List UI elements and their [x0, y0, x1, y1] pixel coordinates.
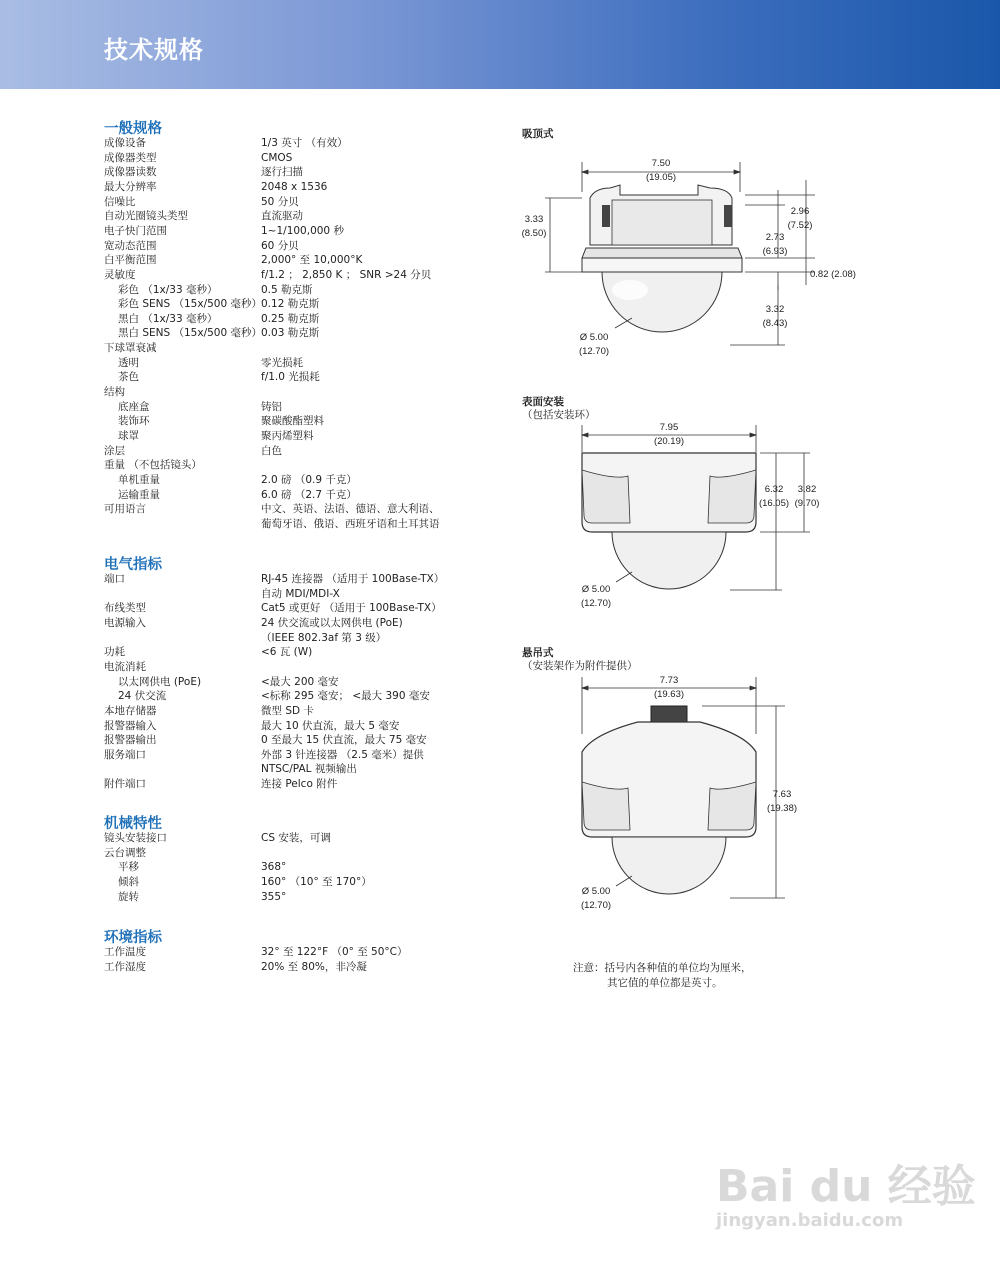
spec-label: 最大分辨率 — [104, 180, 157, 193]
spec-value: 160° （10° 至 170°） — [261, 875, 372, 888]
surface-width-cm-label: (20.19) — [653, 436, 685, 447]
spec-value: 0.5 勒克斯 — [261, 283, 313, 296]
ceiling-dia-cm-label: (12.70) — [578, 346, 610, 357]
spec-label: 服务端口 — [104, 748, 146, 761]
spec-row — [104, 209, 504, 224]
spec-row — [104, 473, 504, 488]
ceiling-hc-label: 0.82 (2.08) — [810, 269, 856, 280]
spec-row — [104, 356, 504, 371]
spec-value: <6 瓦 (W) — [261, 646, 313, 659]
ceiling-hb-cm-label: (6.93) — [762, 246, 788, 257]
spec-row — [104, 945, 504, 960]
spec-value: 聚丙烯塑料 — [261, 430, 314, 442]
spec-label: 成像器类型 — [104, 151, 157, 164]
pendant-dia-cm-label: (12.70) — [580, 900, 612, 911]
spec-label: 下球罩衰减 — [104, 342, 157, 355]
spec-label: 附件端口 — [104, 778, 146, 791]
section-title: 电气指标 — [104, 557, 162, 573]
spec-value: 50 分贝 — [261, 195, 299, 208]
pendant-htotal-label: 7.63 — [772, 789, 792, 800]
spec-label: 涂层 — [104, 444, 125, 457]
spec-row — [104, 689, 504, 704]
spec-value: 355° — [261, 890, 287, 903]
pendant-htotal-cm-label: (19.38) — [766, 803, 798, 814]
spec-label: 倾斜 — [118, 875, 139, 888]
spec-label: 透明 — [118, 356, 139, 369]
spec-row — [104, 719, 504, 734]
spec-label: 可用语言 — [104, 503, 146, 516]
spec-value: <标称 295 毫安； <最大 390 毫安 — [261, 690, 430, 703]
spec-label: 本地存储器 — [104, 704, 157, 717]
spec-row — [104, 136, 504, 151]
section-title: 环境指标 — [104, 930, 162, 946]
spec-value: CS 安装，可调 — [261, 832, 331, 844]
spec-value: <最大 200 毫安 — [261, 675, 339, 688]
spec-row — [104, 846, 504, 861]
spec-row — [104, 341, 504, 356]
spec-value: 葡萄牙语、俄语、西班牙语和土耳其语 — [261, 517, 440, 530]
spec-row — [104, 429, 504, 444]
section-title: 机械特性 — [104, 816, 162, 832]
spec-label: 茶色 — [118, 371, 139, 384]
spec-label: 自动光圈镜头类型 — [104, 210, 188, 223]
spec-label: 报警器输出 — [104, 734, 157, 747]
spec-value: 0.25 勒克斯 — [261, 312, 320, 325]
spec-value: RJ-45 连接器 （适用于 100Base-TX） — [261, 573, 445, 585]
spec-value: 60 分贝 — [261, 239, 299, 252]
spec-row — [104, 326, 504, 341]
spec-value: 直流驱动 — [261, 210, 303, 223]
spec-label: 成像设备 — [104, 137, 146, 149]
spec-value: 0.12 勒克斯 — [261, 298, 320, 311]
spec-value: 微型 SD 卡 — [261, 704, 314, 717]
spec-value: 外部 3 针连接器 （2.5 毫米）提供 — [261, 748, 424, 761]
spec-row — [104, 283, 504, 298]
surface-htotal-cm-label: (16.05) — [758, 498, 790, 509]
spec-value: 聚碳酸酯塑料 — [261, 415, 324, 428]
pendant-width-cm-label: (19.63) — [653, 689, 685, 700]
spec-row — [104, 370, 504, 385]
spec-label: 单机重量 — [118, 473, 160, 486]
spec-label: 平移 — [118, 861, 139, 874]
ceiling-width-cm-label: (19.05) — [645, 172, 677, 183]
spec-row — [104, 831, 504, 846]
spec-row — [104, 488, 504, 503]
spec-row — [104, 875, 504, 890]
spec-value: 连接 Pelco 附件 — [261, 778, 338, 791]
spec-row — [104, 890, 504, 905]
spec-label: 工作湿度 — [104, 960, 146, 973]
spec-row — [104, 645, 504, 660]
header-banner — [0, 0, 1000, 89]
spec-value: 24 伏交流或以太网供电 (PoE) — [261, 616, 403, 629]
spec-row — [104, 675, 504, 690]
spec-label: 端口 — [104, 573, 125, 585]
spec-label: 功耗 — [104, 646, 125, 659]
spec-value: NTSC/PAL 视频输出 — [261, 763, 357, 776]
spec-label: 球罩 — [118, 430, 139, 442]
surface-diagram-title: 表面安装 — [522, 396, 564, 408]
spec-row — [104, 660, 504, 675]
spec-row — [104, 502, 504, 517]
spec-row — [104, 960, 504, 975]
spec-row — [104, 517, 504, 532]
spec-label: 云台调整 — [104, 846, 146, 859]
pendant-dia-label: Ø 5.00 — [581, 886, 611, 897]
spec-row — [104, 414, 504, 429]
surface-diagram-subtitle: （包括安装环） — [522, 409, 596, 421]
spec-label: 24 伏交流 — [118, 690, 167, 703]
spec-label: 结构 — [104, 386, 125, 399]
spec-label: 电源输入 — [104, 616, 146, 629]
pendant-diagram-title: 悬吊式 — [522, 647, 554, 659]
spec-label: 工作温度 — [104, 946, 146, 958]
spec-row — [104, 762, 504, 777]
spec-row — [104, 224, 504, 239]
spec-row — [104, 297, 504, 312]
spec-value: 逐行扫描 — [261, 166, 303, 179]
ceiling-mount-diagram — [520, 150, 856, 365]
section-title: 一般规格 — [104, 121, 162, 137]
spec-label: 黑白 （1x/33 毫秒） — [118, 312, 218, 325]
ceiling-diagram-title: 吸顶式 — [522, 128, 554, 140]
spec-row — [104, 631, 504, 646]
spec-label: 以太网供电 (PoE) — [118, 675, 202, 688]
spec-row — [104, 748, 504, 763]
spec-value: 2048 x 1536 — [261, 180, 328, 193]
ceiling-hd-label: 3.32 — [765, 304, 785, 315]
spec-value: 0.03 勒克斯 — [261, 327, 320, 340]
spec-row — [104, 704, 504, 719]
spec-label: 布线类型 — [104, 602, 146, 615]
spec-row — [104, 268, 504, 283]
spec-row — [104, 180, 504, 195]
units-note-line2: 其它值的单位都是英寸。 — [607, 977, 723, 989]
ceiling-width-label: 7.50 — [651, 158, 671, 169]
pendant-mount-diagram — [520, 672, 850, 917]
spec-value: f/1.2 ； 2,850 K ； SNR >24 分贝 — [261, 268, 432, 281]
watermark-logo: Bai du 经验 — [716, 1161, 976, 1212]
spec-label: 彩色 （1x/33 毫秒） — [118, 283, 218, 296]
spec-label: 灵敏度 — [104, 268, 136, 281]
surface-htotal-label: 6.32 — [764, 484, 784, 495]
spec-row — [104, 860, 504, 875]
spec-label: 镜头安装接口 — [104, 832, 167, 844]
spec-value: 2.0 磅 （0.9 千克） — [261, 473, 357, 486]
spec-value: 中文、英语、法语、德语、意大利语、 — [261, 503, 440, 516]
surface-hbody-cm-label: (9.70) — [794, 498, 820, 509]
spec-row — [104, 151, 504, 166]
watermark-url: jingyan.baidu.com — [716, 1210, 904, 1231]
ceiling-hd-cm-label: (8.43) — [762, 318, 788, 329]
spec-label: 重量 （不包括镜头） — [104, 459, 202, 472]
surface-dia-label: Ø 5.00 — [581, 584, 611, 595]
spec-value: 零光损耗 — [261, 356, 303, 369]
page-title: 技术规格 — [104, 36, 204, 64]
spec-value: 32° 至 122°F （0° 至 50°C） — [261, 946, 408, 958]
spec-row — [104, 253, 504, 268]
spec-label: 底座盒 — [118, 400, 150, 413]
spec-value: 1/3 英寸 （有效） — [261, 137, 348, 149]
spec-row — [104, 572, 504, 587]
spec-row — [104, 165, 504, 180]
spec-value: 6.0 磅 （2.7 千克） — [261, 488, 357, 501]
spec-row — [104, 312, 504, 327]
spec-row — [104, 195, 504, 210]
surface-hbody-label: 3.82 — [797, 484, 817, 495]
ceiling-dia-label: Ø 5.00 — [579, 332, 609, 343]
ceiling-ha-cm-label: (7.52) — [787, 220, 813, 231]
surface-dia-cm-label: (12.70) — [580, 598, 612, 609]
spec-row — [104, 458, 504, 473]
spec-value: 1~1/100,000 秒 — [261, 224, 344, 237]
spec-value: Cat5 或更好 （适用于 100Base-TX） — [261, 602, 442, 615]
spec-value: 自动 MDI/MDI-X — [261, 587, 340, 600]
ceiling-hleft-label: 3.33 — [524, 214, 544, 225]
spec-value: 最大 10 伏直流，最大 5 毫安 — [261, 719, 400, 732]
pendant-width-label: 7.73 — [659, 675, 679, 686]
spec-label: 白平衡范围 — [104, 254, 157, 267]
spec-row — [104, 616, 504, 631]
spec-value: 20% 至 80%，非冷凝 — [261, 960, 367, 973]
spec-value: CMOS — [261, 151, 293, 164]
spec-row — [104, 777, 504, 792]
surface-width-label: 7.95 — [659, 422, 679, 433]
pendant-diagram-subtitle: （安装架作为附件提供） — [522, 660, 638, 672]
spec-label: 成像器读数 — [104, 166, 157, 179]
ceiling-ha-label: 2.96 — [790, 206, 810, 217]
spec-row — [104, 733, 504, 748]
units-note-line1: 注意：括号内各种值的单位均为厘米， — [573, 962, 752, 974]
spec-label: 彩色 SENS （15x/500 毫秒） — [118, 298, 262, 311]
spec-label: 运输重量 — [118, 488, 160, 501]
spec-row — [104, 587, 504, 602]
spec-label: 报警器输入 — [104, 719, 157, 732]
spec-label: 信噪比 — [104, 195, 136, 208]
spec-label: 电流消耗 — [104, 660, 146, 673]
spec-value: 368° — [261, 861, 287, 874]
spec-value: 铸铝 — [261, 400, 282, 413]
spec-value: f/1.0 光损耗 — [261, 371, 320, 384]
spec-label: 电子快门范围 — [104, 224, 167, 237]
spec-row — [104, 385, 504, 400]
spec-value: 0 至最大 15 伏直流，最大 75 毫安 — [261, 734, 427, 747]
ceiling-hb-label: 2.73 — [765, 232, 785, 243]
ceiling-hleft-cm-label: (8.50) — [521, 228, 547, 239]
spec-label: 装饰环 — [118, 415, 150, 428]
spec-row — [104, 239, 504, 254]
spec-row — [104, 601, 504, 616]
spec-label: 黑白 SENS （15x/500 毫秒） — [118, 327, 262, 340]
spec-label: 旋转 — [118, 890, 139, 903]
spec-value: （IEEE 802.3af 第 3 级） — [261, 631, 387, 644]
spec-value: 2,000° 至 10,000°K — [261, 254, 363, 267]
spec-value: 白色 — [261, 444, 282, 457]
spec-label: 宽动态范围 — [104, 239, 157, 252]
spec-row — [104, 444, 504, 459]
spec-row — [104, 400, 504, 415]
surface-mount-diagram — [520, 420, 850, 615]
